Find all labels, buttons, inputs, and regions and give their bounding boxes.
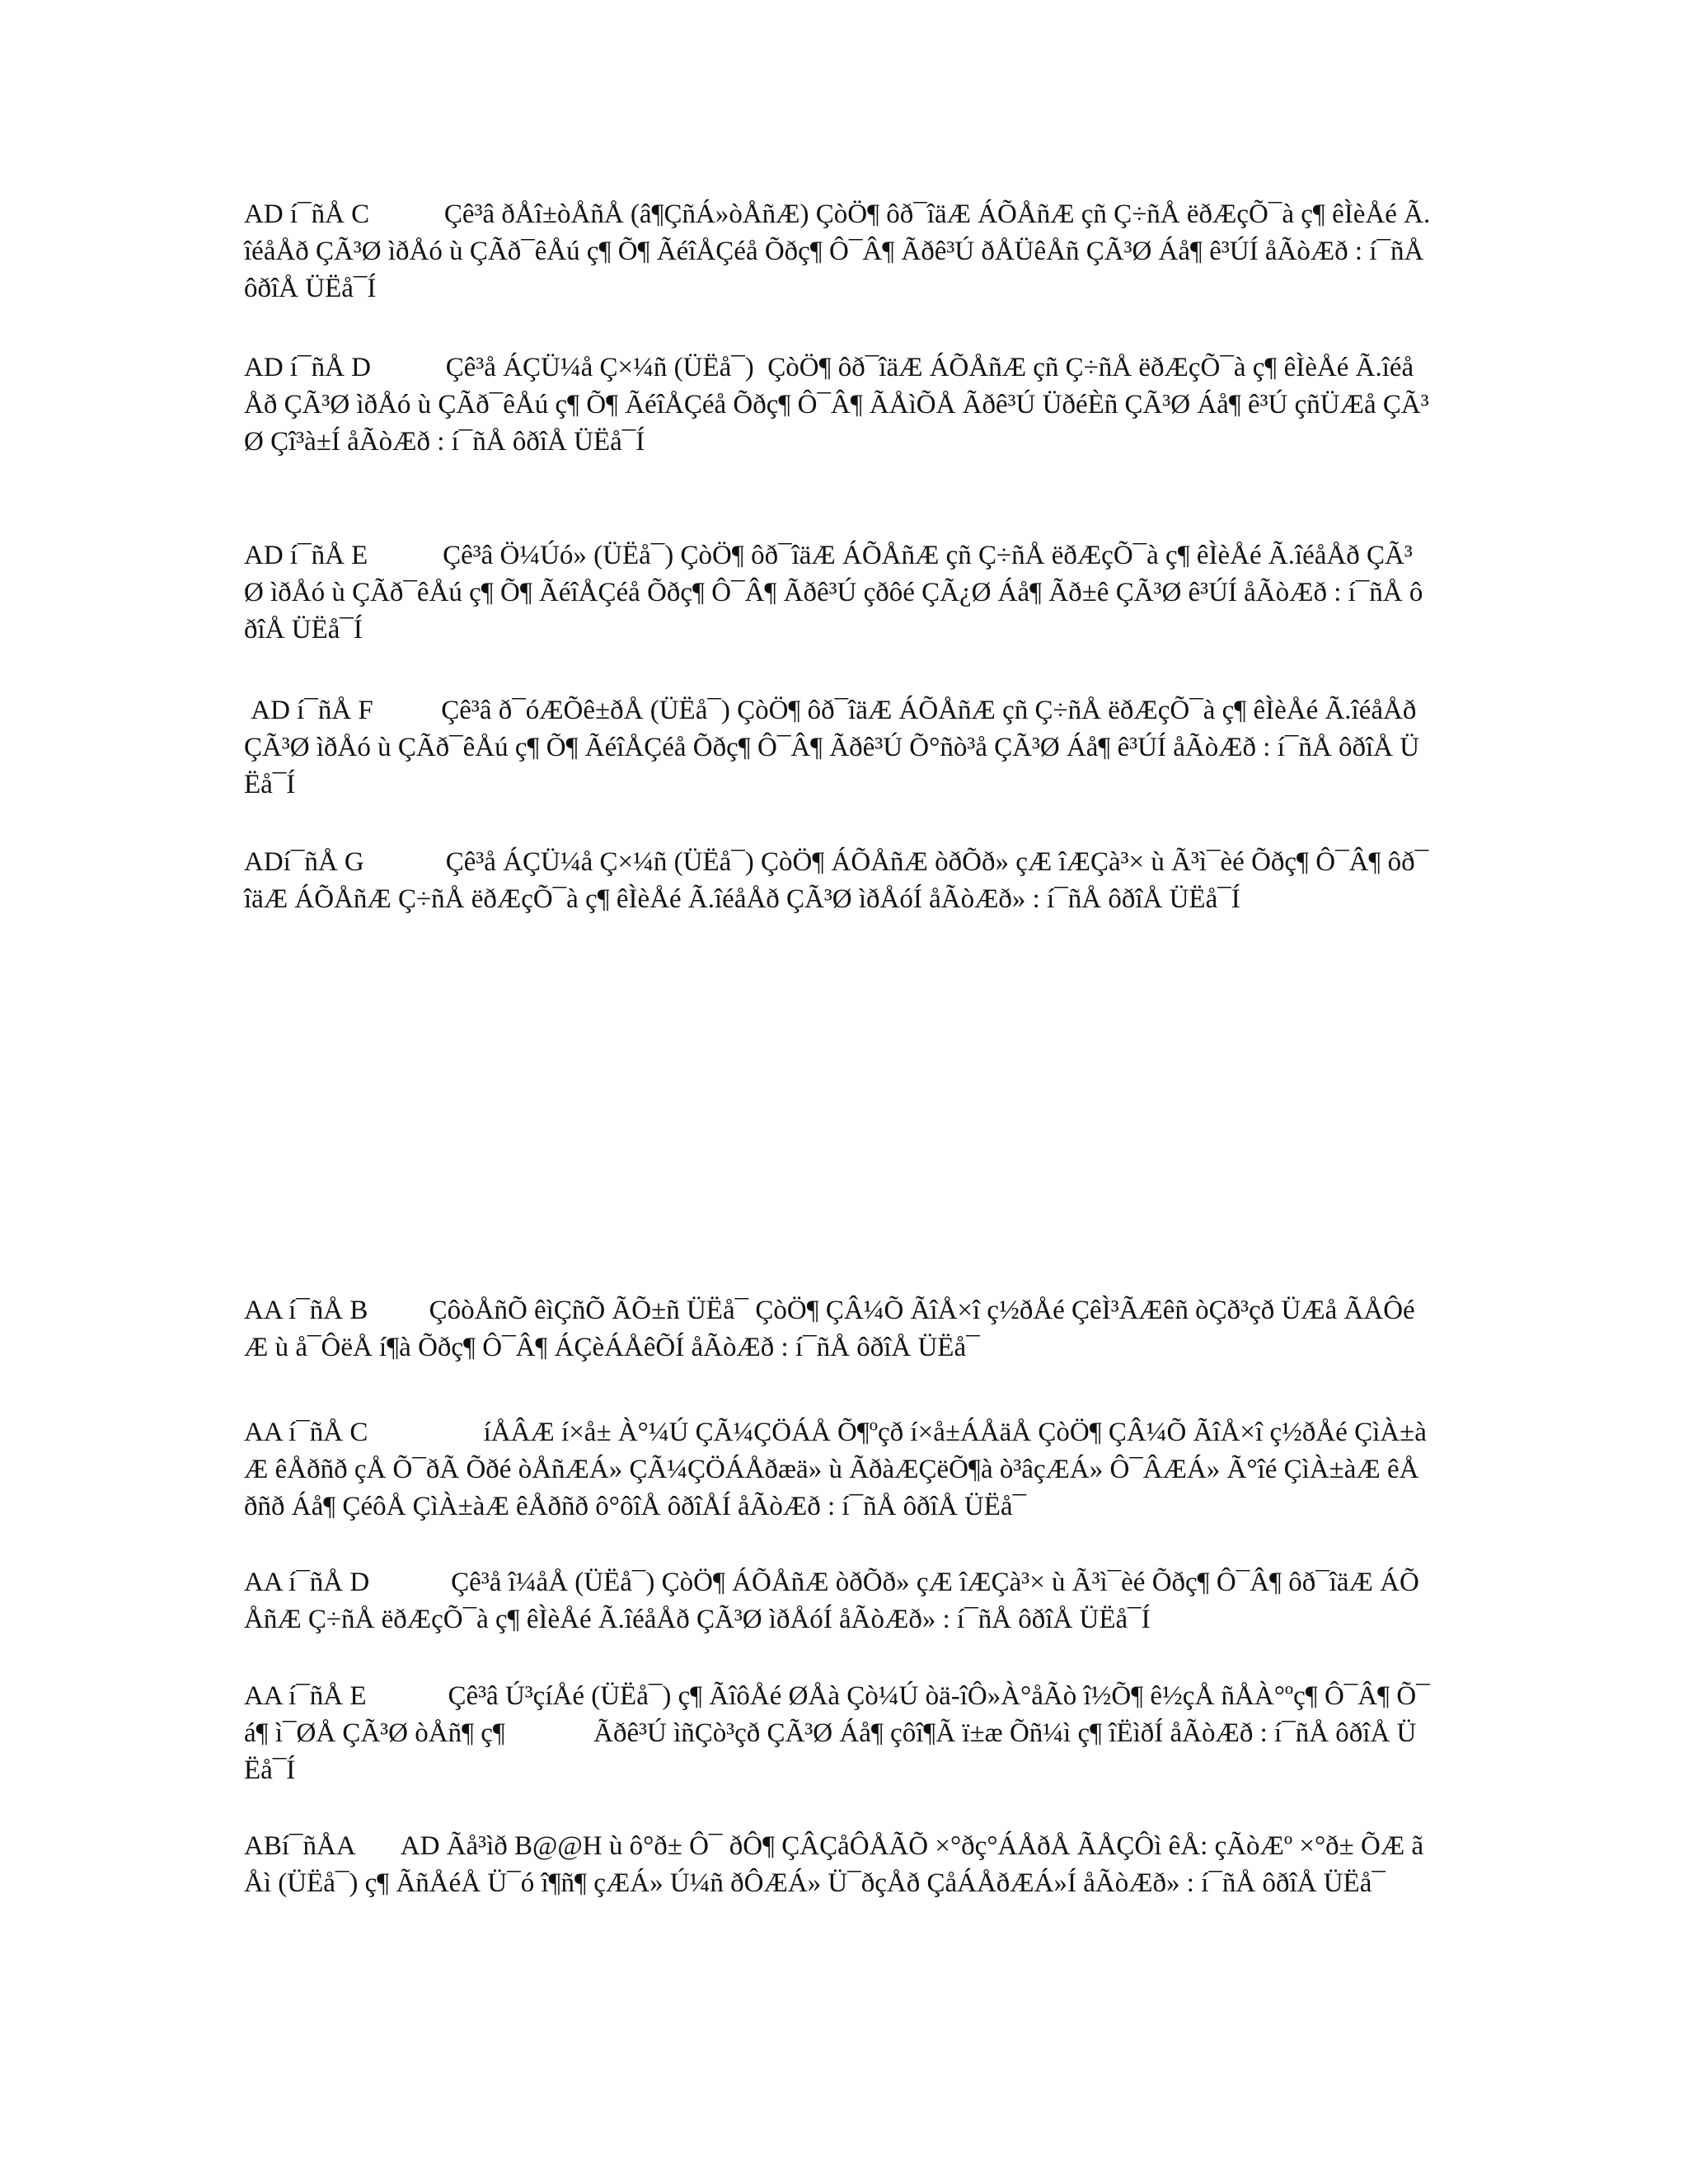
caption-paragraph: AD í¯ñÅ C Çê³â ðÅî±òÅñÅ (â¶ÇñÁ»òÅñÆ) ÇòÖ¶ ôð¯îäÆ ÁÕÅñÆ çñ Ç÷ñÅ ëðÆçÕ¯à ç¶ êÌèÅé Ã.îéåÅð ÇÃ³Ø ìðÅó ù ÇÃð¯êÅú ç¶ Õ¶ ÃéîÅÇéå Õðç¶ Ô¯Â¶ Ãðê³Ú ðÅÜêÅñ ÇÃ³Ø Áå¶ ê³ÚÍ åÃòÆð : í¯ñÅ ôðîÅ ÜËå¯Í [244, 199, 1431, 303]
caption-paragraph: AD í¯ñÅ D Çê³å ÁÇÜ¼å Ç×¼ñ (ÜËå¯) ÇòÖ¶ ôð¯îäÆ ÁÕÅñÆ çñ Ç÷ñÅ ëðÆçÕ¯à ç¶ êÌèÅé Ã.îéåÅð ÇÃ³Ø ìðÅó ù ÇÃð¯êÅú ç¶ Õ¶ ÃéîÅÇéå Õðç¶ Ô¯Â¶ ÃÅìÕÅ Ãðê³Ú ÜðéÈñ ÇÃ³Ø Áå¶ ê³Ú çñÜÆå ÇÃ³Ø Çî³à±Í åÃòÆð : í¯ñÅ ôðîÅ ÜËå¯Í [244, 353, 1429, 457]
caption-paragraph: AD í¯ñÅ F Çê³â ð¯óÆÕê±ðÅ (ÜËå¯) ÇòÖ¶ ôð¯îäÆ ÁÕÅñÆ çñ Ç÷ñÅ ëðÆçÕ¯à ç¶ êÌèÅé Ã.îéåÅð ÇÃ³Ø ìðÅó ù ÇÃð¯êÅú ç¶ Õ¶ ÃéîÅÇéå Õðç¶ Ô¯Â¶ Ãðê³Ú Õ°ñò³å ÇÃ³Ø Áå¶ ê³ÚÍ åÃòÆð : í¯ñÅ ôðîÅ ÜËå¯Í [244, 696, 1423, 799]
caption-paragraph: AA í¯ñÅ E Çê³â Ú³çíÅé (ÜËå¯) ç¶ ÃîôÅé ØÅà Çò¼Ú òä-îÔ»À°åÃò î½Õ¶ ê½çÅ ñÅÀ°ºç¶ Ô¯Â¶ Õ¯á¶ ì¯ØÅ ÇÃ³Ø òÅñ¶ ç¶ Ãðê³Ú ìñÇò³çð ÇÃ³Ø Áå¶ çôî¶Ã ï±æ Õñ¼ì ç¶ îËìðÍ åÃòÆð : í¯ñÅ ôðîÅ ÜËå¯Í [244, 1681, 1430, 1785]
caption-paragraph: AD í¯ñÅ E Çê³â Ö¼Úó» (ÜËå¯) ÇòÖ¶ ôð¯îäÆ ÁÕÅñÆ çñ Ç÷ñÅ ëðÆçÕ¯à ç¶ êÌèÅé Ã.îéåÅð ÇÃ³Ø ìðÅó ù ÇÃð¯êÅú ç¶ Õ¶ ÃéîÅÇéå Õðç¶ Ô¯Â¶ Ãðê³Ú çðôé ÇÃ¿Ø Áå¶ Ãð±ê ÇÃ³Ø ê³ÚÍ åÃòÆð : í¯ñÅ ôðîÅ ÜËå¯Í [244, 541, 1423, 644]
caption-paragraph: ADí¯ñÅ G Çê³å ÁÇÜ¼å Ç×¼ñ (ÜËå¯) ÇòÖ¶ ÁÕÅñÆ òðÕð» çÆ îÆÇà³× ù Ã³ì¯èé Õðç¶ Ô¯Â¶ ôð¯îäÆ ÁÕÅñÆ Ç÷ñÅ ëðÆçÕ¯à ç¶ êÌèÅé Ã.îéåÅð ÇÃ³Ø ìðÅóÍ åÃòÆð» : í¯ñÅ ôðîÅ ÜËå¯Í [244, 847, 1429, 914]
caption-paragraph: ABí¯ñÅA AD Ãå³ìð B@@H ù ô°ð± Ô¯ ðÔ¶ ÇÂÇåÔÅÃÕ ×°ðç°ÁÅðÅ ÃÅÇÔì êÅ: çÃòÆº ×°ð± ÕÆ ãÅì (ÜËå¯) ç¶ ÃñÅéÅ Ü¯ó î¶ñ¶ çÆÁ» Ú¼ñ ðÔÆÁ» Ü¯ðçÅð ÇåÁÅðÆÁ»Í åÃòÆð» : í¯ñÅ ôðîÅ ÜËå¯ [244, 1831, 1424, 1898]
caption-paragraph: AA í¯ñÅ C íÅÂÆ í×å± À°¼Ú ÇÃ¼ÇÖÁÅ Õ¶ºçð í×å±ÁÅäÅ ÇòÖ¶ ÇÂ¼Õ ÃîÅ×î ç½ðÅé ÇìÀ±àÆ êÅðñð çÅ Õ¯ðÃ Õðé òÅñÆÁ» ÇÃ¼ÇÖÁÅðæä» ù ÃðàÆÇëÕ¶à ò³âçÆÁ» Ô¯ÂÆÁ» Ã°îé ÇìÀ±àÆ êÅðñð Áå¶ ÇéôÅ ÇìÀ±àÆ êÅðñð ô°ôîÅ ôðîÅÍ åÃòÆð : í¯ñÅ ôðîÅ ÜËå¯ [244, 1418, 1427, 1521]
caption-paragraph: AA í¯ñÅ B ÇôòÅñÕ êìÇñÕ ÃÕ±ñ ÜËå¯ ÇòÖ¶ ÇÂ¼Õ ÃîÅ×î ç½ðÅé ÇêÌ³ÃÆêñ òÇð³çð ÜÆå ÃÅÔéÆ ù å¯ÔëÅ í¶à Õðç¶ Ô¯Â¶ ÁÇèÁÅêÕÍ åÃòÆð : í¯ñÅ ôðîÅ ÜËå¯ [244, 1296, 1415, 1362]
caption-paragraph: AA í¯ñÅ D Çê³å î¼åÅ (ÜËå¯) ÇòÖ¶ ÁÕÅñÆ òðÕð» çÆ îÆÇà³× ù Ã³ì¯èé Õðç¶ Ô¯Â¶ ôð¯îäÆ ÁÕÅñÆ Ç÷ñÅ ëðÆçÕ¯à ç¶ êÌèÅé Ã.îéåÅð ÇÃ³Ø ìðÅóÍ åÃòÆð» : í¯ñÅ ôðîÅ ÜËå¯Í [244, 1568, 1419, 1634]
